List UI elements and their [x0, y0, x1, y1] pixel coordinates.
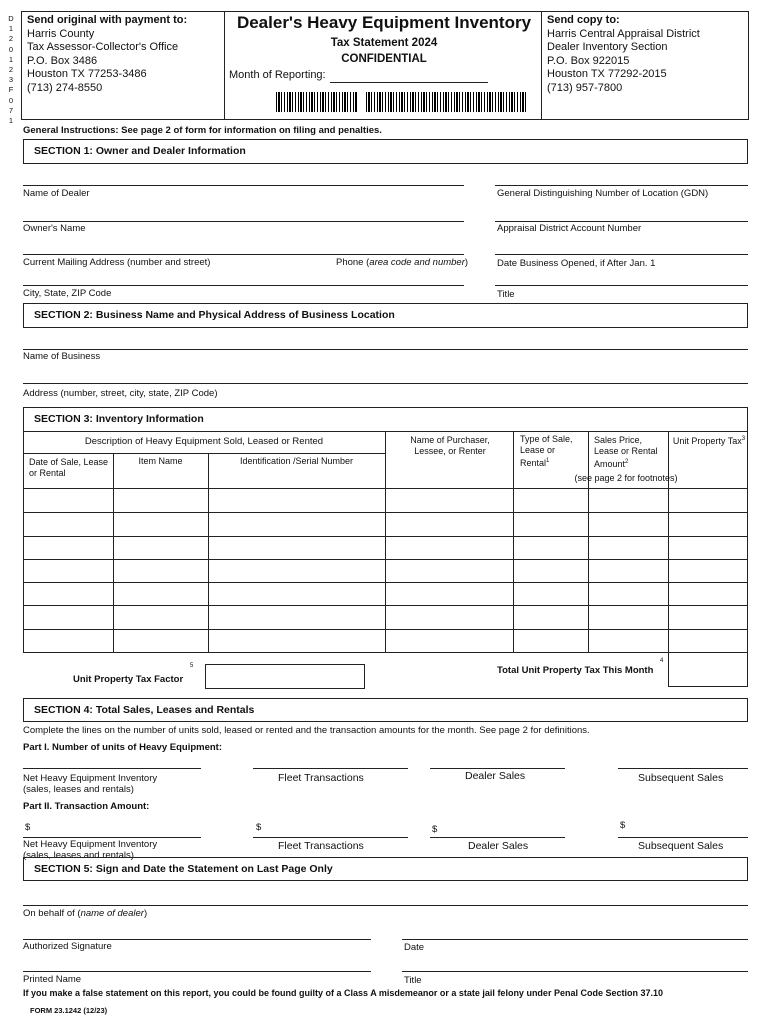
section5-header: [23, 857, 748, 881]
part1-label: Part I. Number of units of Heavy Equipment:: [23, 742, 222, 753]
form-side-code: D12012 3F071: [8, 14, 14, 126]
send-original-block: [27, 14, 187, 95]
col-price-header: Sales Price, Lease or Rental Amount$^2$: [594, 435, 658, 469]
title-input[interactable]: [495, 285, 748, 286]
gdn-label: General Distinguishing Number of Location (GDN): [497, 188, 709, 199]
header-divider-right: [541, 11, 542, 120]
owners-name-input[interactable]: [23, 221, 464, 222]
amount-subsequent-input[interactable]: [618, 837, 748, 838]
dollar-sign: $: [432, 824, 438, 835]
part2-label: Part II. Transaction Amount:: [23, 801, 150, 812]
send-copy-line: Houston TX 77292-2015: [547, 68, 667, 80]
amount-subsequent-label: Subsequent Sales: [638, 840, 724, 852]
col-tax-header: Unit Property Tax$^3$: [672, 436, 746, 446]
form-title: Dealer's Heavy Equipment Inventory: [236, 13, 532, 32]
units-net-inventory-input[interactable]: [23, 768, 201, 769]
sign-date-input[interactable]: [402, 939, 748, 940]
units-net-inventory-label: Net Heavy Equipment Inventory (sales, leases and rentals): [23, 773, 158, 795]
month-reporting-label: Month of Reporting:: [229, 69, 326, 81]
barcode: [276, 92, 358, 112]
city-state-zip-label: City, State, ZIP Code: [23, 288, 112, 299]
send-original-line: P.O. Box 3486: [27, 54, 98, 67]
tax-factor-sup: 5: [190, 663, 194, 669]
amount-net-inventory-input[interactable]: [23, 837, 201, 838]
general-instructions: General Instructions: See page 2 of form for information on filing and penalties.: [23, 125, 382, 136]
section5-title: SECTION 5: Sign and Date the Statement on Last Page Only: [34, 863, 333, 875]
col-item-header: Item Name: [138, 456, 183, 466]
col-id-header: Identification /Serial Number: [239, 456, 354, 466]
col-date-header: Date of Sale, Lease or Rental: [29, 457, 109, 478]
tax-factor-input[interactable]: [205, 664, 365, 689]
city-state-zip-input[interactable]: [23, 285, 464, 286]
printed-name-label: Printed Name: [23, 974, 82, 985]
send-copy-heading: Send copy to:: [547, 14, 620, 26]
section4-header: [23, 698, 748, 722]
business-address-label: Address (number, street, city, state, ZIP Code): [23, 388, 218, 399]
units-subsequent-label: Subsequent Sales: [638, 772, 724, 784]
send-original-line: Harris County: [27, 27, 95, 40]
sign-title-input[interactable]: [402, 971, 748, 972]
dollar-sign: $: [620, 820, 626, 831]
form-subtitle: Tax Statement 2024: [330, 37, 438, 49]
dollar-sign: $: [25, 822, 31, 833]
name-of-business-label: Name of Business: [23, 351, 101, 362]
date-opened-label: Date Business Opened, if After Jan. 1: [497, 258, 656, 269]
owners-name-label: Owner's Name: [23, 223, 86, 234]
section2-header: [23, 303, 748, 328]
dollar-sign: $: [256, 822, 262, 833]
send-copy-block: [547, 14, 700, 95]
amount-net-inventory-label: Net Heavy Equipment Inventory (sales, leases and rentals): [23, 839, 158, 861]
on-behalf-input[interactable]: [23, 905, 748, 906]
section3-header: [23, 407, 748, 432]
send-original-line: Houston TX 77253-3486: [27, 68, 147, 80]
units-subsequent-input[interactable]: [618, 768, 748, 769]
printed-name-input[interactable]: [23, 971, 371, 972]
name-of-business-input[interactable]: [23, 349, 748, 350]
units-dealer-label: Dealer Sales: [465, 770, 526, 782]
desc-header: Description of Heavy Equipment Sold, Leased or Rented: [84, 436, 324, 447]
on-behalf-label: On behalf of (name of dealer): [23, 908, 148, 919]
name-of-dealer-label: Name of Dealer: [23, 188, 90, 199]
send-copy-line: Dealer Inventory Section: [547, 41, 668, 53]
mailing-address-label: Current Mailing Address (number and street): [23, 257, 211, 268]
account-number-input[interactable]: [495, 221, 748, 222]
section2-title: SECTION 2: Business Name and Physical Address of Business Location: [34, 309, 395, 321]
send-original-line: Tax Assessor-Collector's Office: [27, 41, 179, 53]
account-number-label: Appraisal District Account Number: [497, 223, 642, 234]
amount-dealer-input[interactable]: [430, 837, 565, 838]
units-dealer-input[interactable]: [430, 768, 565, 769]
amount-fleet-label: Fleet Transactions: [278, 840, 364, 852]
header-divider-left: [224, 11, 225, 120]
send-copy-line: P.O. Box 922015: [547, 54, 630, 67]
section4-instructions: Complete the lines on the number of units sold, leased or rented and the transaction amounts for the month. See page 2 for definitions.: [23, 725, 590, 736]
business-address-input[interactable]: [23, 383, 748, 384]
false-statement-warning: If you make a false statement on this report, you could be found guilty of a Class A misdemeanor or a state jail felony under Penal Code Section 37.10: [23, 988, 663, 998]
section4-title: SECTION 4: Total Sales, Leases and Rentals: [34, 704, 255, 716]
name-of-dealer-input[interactable]: [23, 185, 464, 186]
title-label: Title: [497, 289, 515, 300]
total-tax-sup: 4: [660, 658, 664, 664]
signature-input[interactable]: [23, 939, 371, 940]
date-opened-input[interactable]: [495, 254, 748, 255]
section3-title: SECTION 3: Inventory Information: [34, 413, 204, 425]
send-copy-line: (713) 957-7800: [547, 81, 623, 94]
footnote-note: (see page 2 for footnotes): [574, 473, 678, 483]
month-reporting-input[interactable]: [330, 82, 488, 83]
sign-date-label: Date: [404, 942, 425, 953]
phone-label: Phone (area code and number): [336, 257, 469, 268]
amount-fleet-input[interactable]: [253, 837, 408, 838]
col-purchaser-header: Name of Purchaser, Lessee, or Renter: [410, 435, 490, 456]
units-fleet-label: Fleet Transactions: [278, 772, 364, 784]
total-tax-label: Total Unit Property Tax This Month: [497, 665, 654, 676]
form-number: FORM 23.1242 (12/23): [30, 1006, 108, 1015]
barcode: [366, 92, 528, 112]
gdn-input[interactable]: [495, 185, 748, 186]
send-copy-line: Harris Central Appraisal District: [547, 27, 700, 40]
col-type-header: Type of Sale, Lease or Rental$^1$: [520, 434, 573, 468]
signature-label: Authorized Signature: [23, 941, 112, 952]
total-tax-input[interactable]: [668, 652, 748, 687]
send-original-line: (713) 274-8550: [27, 81, 103, 94]
send-original-heading: Send original with payment to:: [27, 14, 188, 26]
section1-header: [23, 139, 748, 164]
sign-title-label: Title: [404, 975, 422, 986]
confidential-label: CONFIDENTIAL: [341, 53, 427, 65]
mailing-address-input[interactable]: [23, 254, 464, 255]
tax-factor-label: Unit Property Tax Factor: [73, 674, 184, 685]
section1-title: SECTION 1: Owner and Dealer Information: [34, 145, 246, 157]
amount-dealer-label: Dealer Sales: [468, 840, 529, 852]
units-fleet-input[interactable]: [253, 768, 408, 769]
